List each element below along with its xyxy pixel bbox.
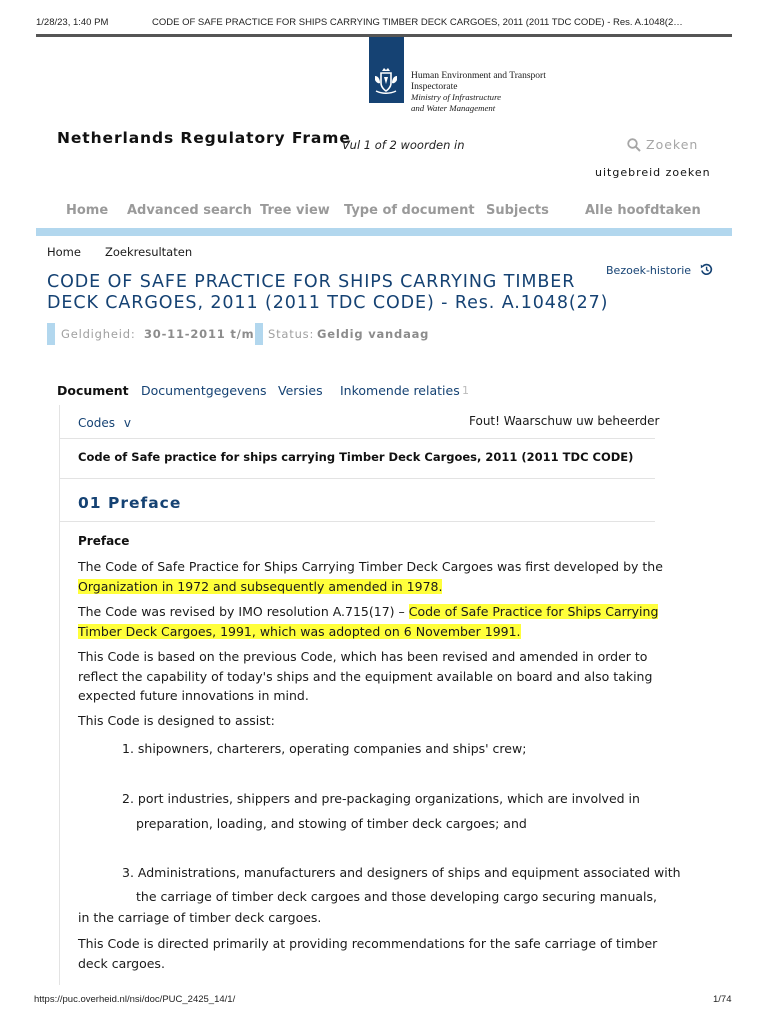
paragraph: in the carriage of timber deck cargoes. xyxy=(78,910,322,925)
organization-logo-text xyxy=(411,71,546,113)
validity-marker xyxy=(47,323,55,345)
validity-label: Geldigheid: xyxy=(61,327,136,341)
nav-type-of-document[interactable]: Type of document xyxy=(344,203,475,218)
divider xyxy=(60,478,655,479)
divider xyxy=(60,521,655,522)
tab-versies[interactable]: Versies xyxy=(278,383,323,398)
breadcrumb-results[interactable]: Zoekresultaten xyxy=(105,245,193,259)
status-marker xyxy=(255,323,263,345)
nav-home[interactable]: Home xyxy=(66,203,109,218)
print-page-number: 1/74 xyxy=(713,994,732,1005)
list-item: 2. port industries, shippers and pre-packaging organizations, which are involved in xyxy=(122,791,640,806)
search-button[interactable]: Zoeken xyxy=(646,137,699,152)
nav-underline-band xyxy=(36,228,732,236)
title-line: CODE OF SAFE PRACTICE FOR SHIPS CARRYING TIMBER xyxy=(47,272,576,292)
history-icon[interactable] xyxy=(700,263,713,276)
tab-document[interactable]: Document xyxy=(57,383,129,398)
paragraph: This Code is based on the previous Code, which has been revised and amended in order to reflect the capability of today's ships and the equipment available on board and also taking expected future innovations in mind. xyxy=(78,649,653,703)
logo-line: Inspectorate xyxy=(411,81,458,92)
validity-value: 30-11-2011 t/m xyxy=(144,327,255,341)
nav-tree-view[interactable]: Tree view xyxy=(260,203,330,218)
tab-documentgegevens[interactable]: Documentgegevens xyxy=(141,383,267,398)
list-item-continuation: the carriage of timber deck cargoes and those developing cargo securing manuals, xyxy=(136,889,657,904)
list-item: 1. shipowners, charterers, operating companies and ships' crew; xyxy=(122,741,527,756)
status-value: Geldig vandaag xyxy=(317,327,430,341)
section-heading: 01 Preface xyxy=(78,494,182,512)
document-heading: Code of Safe practice for ships carrying Timber Deck Cargoes, 2011 (2011 TDC CODE) xyxy=(78,450,634,464)
advanced-search-link[interactable]: uitgebreid zoeken xyxy=(595,166,711,179)
breadcrumb-home[interactable]: Home xyxy=(47,245,81,259)
print-doc-title: CODE OF SAFE PRACTICE FOR SHIPS CARRYING TIMBER DECK CARGOES, 2011 (2011 TDC CODE) - Res. A.1048(2… xyxy=(152,17,683,28)
tab-inkomende-relaties[interactable]: Inkomende relaties xyxy=(340,383,460,398)
paragraph: This Code is directed primarily at providing recommendations for the safe carriage of timber deck cargoes. xyxy=(78,936,658,971)
list-item-continuation: preparation, loading, and stowing of timber deck cargoes; and xyxy=(136,816,527,831)
sub-heading: Preface xyxy=(78,534,130,548)
paragraph xyxy=(78,557,668,596)
codes-dropdown[interactable] xyxy=(78,416,131,430)
site-name-link[interactable]: Netherlands Regulatory Frame xyxy=(57,129,351,147)
codes-label: Codes xyxy=(78,416,115,430)
nav-subjects[interactable]: Subjects xyxy=(486,203,549,218)
paragraph-text: The Code of Safe Practice for Ships Carrying Timber Deck Cargoes was first developed by the xyxy=(78,559,663,574)
paragraph xyxy=(78,602,668,641)
crest-icon xyxy=(373,67,399,95)
page-title xyxy=(47,272,627,314)
highlighted-text: Organization in 1972 and subsequently amended in 1978. xyxy=(78,578,443,594)
relations-count-badge: 1 xyxy=(462,384,469,397)
visit-history-link[interactable]: Bezoek-historie xyxy=(606,264,692,277)
logo-line: Ministry of Infrastructure xyxy=(411,92,502,102)
content-border xyxy=(59,405,60,985)
paragraph: This Code is designed to assist: xyxy=(78,713,275,728)
print-header xyxy=(0,0,768,36)
nav-advanced-search[interactable]: Advanced search xyxy=(127,203,252,218)
status-label: Status: xyxy=(268,327,315,341)
nav-alle-hoofdtaken[interactable]: Alle hoofdtaken xyxy=(585,203,701,218)
print-url: https://puc.overheid.nl/nsi/doc/PUC_2425_14/1/ xyxy=(34,994,236,1005)
paragraph-text: The Code was revised by IMO resolution A.715(17) – xyxy=(78,604,409,619)
title-line: DECK CARGOES, 2011 (2011 TDC CODE) - Res. A.1048(27) xyxy=(47,293,609,313)
search-input[interactable]: Vul 1 of 2 woorden in xyxy=(342,138,465,152)
highlighted-text: Code of Safe Practice for Ships Carrying Timber Deck Cargoes, 1991, which was adopted on 6 November 1991. xyxy=(78,604,659,639)
divider xyxy=(60,438,655,439)
list-item: 3. Administrations, manufacturers and designers of ships and equipment associated with xyxy=(122,865,681,880)
logo-line: Human Environment and Transport xyxy=(411,71,546,81)
search-icon[interactable] xyxy=(627,138,641,152)
chevron-down-icon: v xyxy=(123,416,131,430)
report-error-link[interactable]: Fout! Waarschuw uw beheerder xyxy=(469,414,660,428)
logo-line: and Water Management xyxy=(411,102,496,113)
print-date: 1/28/23, 1:40 PM xyxy=(36,17,109,28)
print-footer xyxy=(0,990,768,1024)
